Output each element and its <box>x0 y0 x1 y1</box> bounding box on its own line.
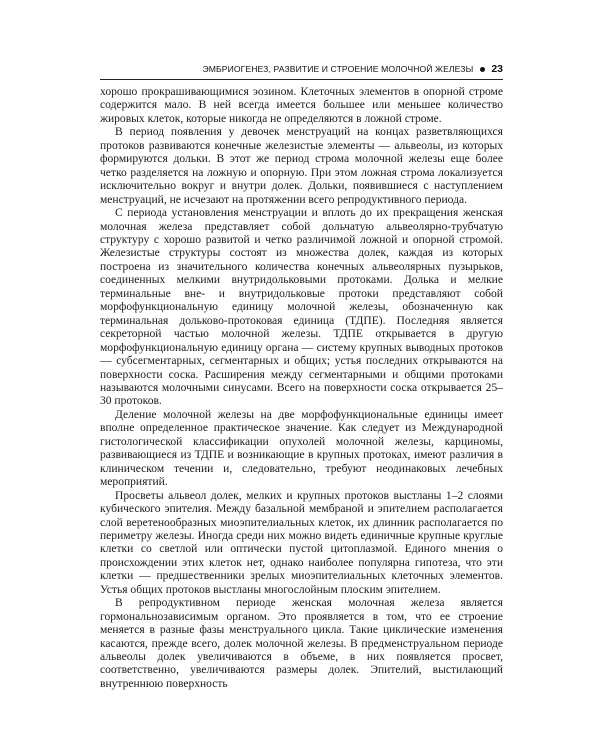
paragraph: Просветы альвеол долек, мелких и крупных протоков выстланы 1–2 слоями кубического эпителия. Между базальной мембраной и эпителием располагается слой веретенообразных миоэпителиальных клеток, их длинник располагается по периметру железы. Иногда среди них можно видеть единичные крупные круглые клетки со светлой или оптически пустой цитоплазмой. Единого мнения о происхождении этих клеток нет, однако наиболее популярна гипотеза, что эти клетки — предшественники зрелых миоэпителиальных клеточных элементов. Устья общих протоков выстланы многослойным плоским эпителием. <box>100 489 503 596</box>
running-header <box>100 62 503 76</box>
paragraph: С периода установления менструации и вплоть до их прекращения женская молочная железа представляет собой дольчатую альвеолярно-трубчатую структуру с хорошо развитой и четко различимой ложной и опорной стромой. Железистые структуры состоят из множества долек, каждая из которых построена из значительного количества конечных альвеолярных пузырьков, соединенных мелкими внутридольковыми протоками. Долька и мелкие терминальные вне- и внутридольковые протоки представляют собой морфофункциональную единицу молочной железы, обозначенную как терминальная дольково-протоковая единица (ТДПЕ). Последняя является секреторной частью молочной железы. ТДПЕ открывается в другую морфофункциональную единицу органа — систему крупных выводных протоков — субсегментарных, сегментарных и общих; устья последних открываются на поверхности соска. Расширения между сегментарными и общими протоками называются молочными синусами. Всего на поверхности соска открывается 25–30 протоков. <box>100 207 503 408</box>
page-number: 23 <box>491 63 503 75</box>
chapter-title: ЭМБРИОГЕНЕЗ, РАЗВИТИЕ И СТРОЕНИЕ МОЛОЧНОЙ ЖЕЛЕЗЫ <box>202 64 474 74</box>
body-text <box>100 86 503 691</box>
paragraph: В репродуктивном периоде женская молочная железа является гормональнозависимым органом. Это проявляется в том, что ее строение меняется в разные фазы менструального цикла. Такие циклические изменения касаются, прежде всего, долек молочной железы. В предменструальном периоде альвеолы долек увеличиваются в объеме, в них появляется просвет, соответственно, увеличиваются размеры долек. Эпителий, выстилающий внутреннюю поверхность <box>100 597 503 690</box>
paragraph: хорошо прокрашивающимися эозином. Клеточных элементов в опорной строме содержится мало. В ней всегда имеется большее или меньшее количество жировых клеток, которые никогда не определяются в ложной строме. <box>100 86 503 125</box>
bullet-separator-icon <box>480 67 485 72</box>
paragraph: В период появления у девочек менструаций на концах разветвляющихся протоков развиваются конечные железистые элементы — альвеолы, из которых формируются дольки. В этот же период строма молочной железы еще более четко разделяется на ложную и опорную. При этом ложная строма локализуется исключительно вокруг и внутри долек. Дольки, появившиеся с наступлением менструаций, не исчезают на протяжении всего репродуктивного периода. <box>100 126 503 206</box>
header-rule <box>100 79 503 80</box>
paragraph: Деление молочной железы на две морфофункциональные единицы имеет вполне определенное практическое значение. Как следует из Международной гистологической классификации опухолей молочной железы, карциномы, развивающиеся из ТДПЕ и возникающие в крупных протоках, имеют различия в клиническом течении и, следовательно, требуют неодинаковых лечебных мероприятий. <box>100 408 503 489</box>
